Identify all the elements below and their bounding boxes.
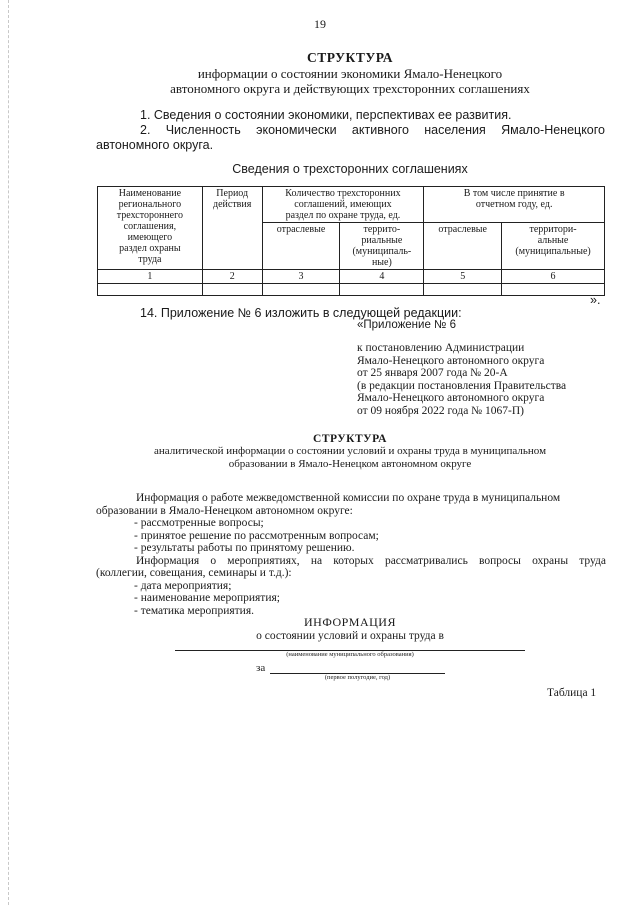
structure-title-1: СТРУКТУРА	[306, 50, 394, 65]
subheader-territorial: террито- риальные (муниципаль- ные)	[340, 223, 424, 270]
subtitle-line: автономного округа и действующих трехсторонних соглашениях	[170, 81, 530, 96]
appendix-line: от 25 января 2007 года № 20-А	[357, 367, 508, 379]
body-text	[96, 492, 606, 617]
body-line: (коллегии, совещания, семинары и т.д.):	[96, 567, 292, 579]
subheader-sectoral-2: отраслевые	[424, 223, 502, 270]
item-2-cont: автономного округа.	[96, 138, 214, 152]
table-row	[98, 284, 605, 296]
body-line: Информация о мероприятиях, на которых рассматривались вопросы охраны труда	[136, 554, 606, 567]
page-edge-rule	[8, 0, 9, 905]
info-title: ИНФОРМАЦИЯ	[304, 615, 396, 629]
item-14: 14. Приложение № 6 изложить в следующей редакции:	[140, 306, 462, 320]
subtitle-line: образовании в Ямало-Ненецком автономном округе	[228, 458, 472, 470]
header-count: Количество трехсторонних соглашений, имеющих раздел по охране труда, ед.	[262, 187, 424, 223]
structure-subtitle-1	[120, 66, 580, 96]
body-line: - результаты работы по принятому решению.	[134, 542, 355, 554]
item-1: 1. Сведения о состоянии экономики, перспективах ее развития.	[140, 108, 512, 122]
table-label: Таблица 1	[547, 687, 597, 699]
structure-subtitle-2	[100, 445, 600, 471]
appendix-line: к постановлению Администрации	[357, 342, 525, 354]
table-cell: 6	[502, 270, 605, 284]
za-label: за	[256, 662, 266, 674]
body-line: - тематика мероприятия.	[134, 604, 254, 617]
caption-municipality: (наименование муниципального образования)	[286, 651, 414, 658]
body-line: образовании в Ямало-Ненецком автономном округе:	[96, 504, 353, 517]
table-cell: 2	[202, 270, 262, 284]
agreements-title: Сведения о трехсторонних соглашениях	[232, 162, 468, 176]
table-number-row	[98, 270, 605, 284]
body-line: - рассмотренные вопросы;	[134, 517, 264, 529]
subheader-sectoral: отраслевые	[262, 223, 340, 270]
table-cell: 5	[424, 270, 502, 284]
table-cell: 4	[340, 270, 424, 284]
appendix-line: Ямало-Ненецкого автономного округа	[357, 392, 545, 404]
body-line: Информация о работе межведомственной комиссии по охране труда в муниципальном	[136, 492, 561, 504]
info-subtitle: о состоянии условий и охраны труда в	[256, 630, 444, 642]
structure-title-2: СТРУКТУРА	[313, 433, 387, 445]
subheader-territorial-2: территори- альные (муниципальные)	[502, 223, 605, 270]
header-name: Наименование регионального трехстороннего соглашения, имеющего раздел охраны труда	[98, 187, 203, 270]
closing-quote: ».	[590, 293, 601, 307]
header-period: Период действия	[202, 187, 262, 270]
body-line: - дата мероприятия;	[134, 579, 232, 592]
appendix-line: (в редакции постановления Правительства	[357, 379, 567, 392]
subtitle-line: информации о состоянии экономики Ямало-Ненецкого	[197, 66, 503, 81]
appendix-title: «Приложение № 6	[357, 319, 456, 331]
subtitle-line: аналитической информации о состоянии условий и охраны труда в муниципальном	[153, 445, 547, 457]
appendix-block	[357, 342, 566, 417]
appendix-line: Ямало-Ненецкого автономного округа	[357, 354, 545, 367]
agreements-table	[97, 186, 605, 296]
item-2: 2. Численность экономически активного населения Ямало-Ненецкого	[140, 123, 605, 137]
header-reporting: В том числе принятие в отчетном году, ед.	[424, 187, 605, 223]
body-line: - наименование мероприятия;	[134, 592, 280, 604]
table-cell: 1	[98, 270, 203, 284]
body-line: - принятое решение по рассмотренным вопросам;	[134, 529, 379, 542]
appendix-line: от 09 ноября 2022 года № 1067-П)	[357, 404, 524, 417]
page-number: 19	[314, 17, 326, 31]
table-cell: 3	[262, 270, 340, 284]
caption-period: (первое полугодие, год)	[324, 674, 391, 681]
